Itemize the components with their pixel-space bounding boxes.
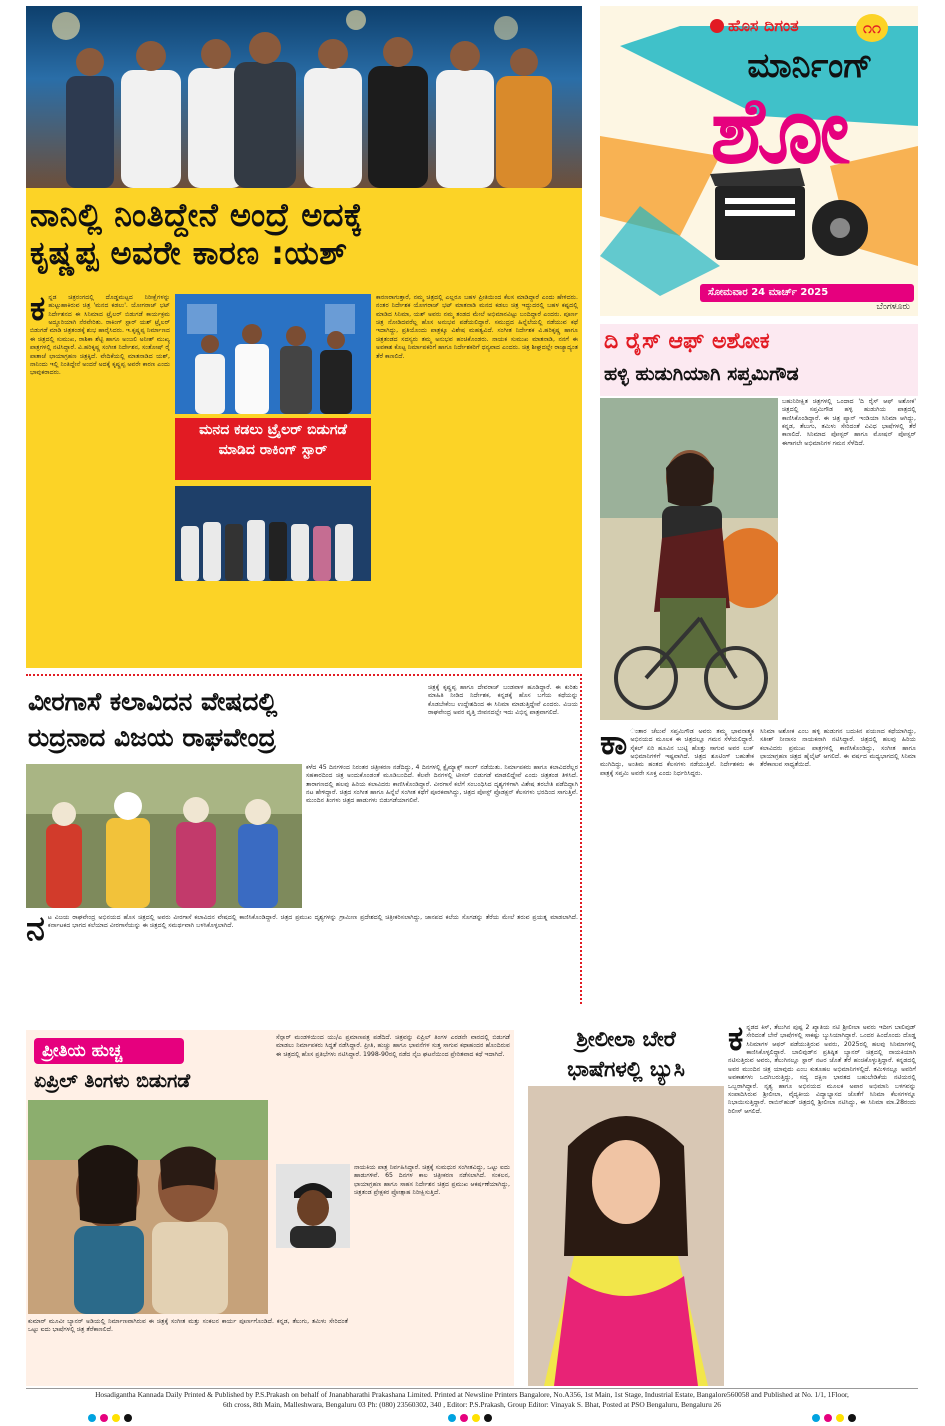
story5-column xyxy=(728,1024,916,1386)
yellow-mark-icon xyxy=(112,1414,120,1422)
story3-headline xyxy=(604,326,916,390)
paper-logo-icon xyxy=(710,19,724,33)
black-mark-icon xyxy=(484,1414,492,1422)
story4-column-a: ಸೆನ್ಸಾರ್ ಮಂಡಳಿಯಿಂದ ಯು/ಎ ಪ್ರಮಾಣಪತ್ರ ಪಡೆದಿದೆ. ಚಿತ್ರವನ್ನು ಏಪ್ರಿಲ್ ತಿಂಗಳ ಎರಡನೇ ವಾರದಲ್ಲಿ ಬಿಡುಗಡೆ ಮಾಡಲು ನಿರ್ಮಾಪಕರು ಸಿದ್ಧತೆ ನಡೆಸಿದ್ದಾರೆ. ಪ್ರೀತಿ, ಹುಚ್ಚು ಹಾಗೂ ಭಾವನೆಗಳ ಸುತ್ತ ಸಾಗುವ ಕಥಾಹಂದರ ಹೊಂದಿರುವ ಈ ಚಿತ್ರದಲ್ಲಿ ಹೊಸ ಪ್ರತಿಭೆಗಳು ನಟಿಸಿದ್ದಾರೆ. 1998-90ರಲ್ಲಿ ನಡೆದ ನೈಜ ಘಟನೆಯಿಂದ ಪ್ರೇರಿತವಾದ ಕಥೆ ಇದಾಗಿದೆ. xyxy=(276,1034,510,1058)
story2-top-rule xyxy=(26,674,582,676)
story1-photo-small-1 xyxy=(175,294,371,414)
page-number-badge: ೧೧ xyxy=(856,14,888,42)
black-mark-icon xyxy=(848,1414,856,1422)
story4-label: ಪ್ರೀತಿಯ ಹುಚ್ಚ xyxy=(34,1038,184,1064)
story2-side-rule xyxy=(580,674,582,1004)
story1-dropcap: ಕ xyxy=(30,294,46,329)
footer-rule xyxy=(26,1388,918,1389)
yellow-mark-icon xyxy=(472,1414,480,1422)
couple-kissing-illustration xyxy=(28,1100,268,1314)
section-title-top: ಮಾರ್ನಿಂಗ್ xyxy=(747,46,873,86)
magenta-mark-icon xyxy=(824,1414,832,1422)
story4-column-bottom: ಕುಮಾರ್ ಮೂವೀ ಬ್ಯಾನರ್ ಅಡಿಯಲ್ಲಿ ನಿರ್ಮಾಣವಾಗಿರುವ ಈ ಚಿತ್ರಕ್ಕೆ ಸಂಗೀತ ಮತ್ತು ಸಂಕಲನ ಕಾರ್ಯ ಪೂರ್ಣಗೊಂಡಿದೆ. ಕನ್ನಡ, ತೆಲುಗು, ತಮಿಳು ಸೇರಿದಂತೆ ಒಟ್ಟು ಐದು ಭಾಷೆಗಳಲ್ಲಿ ಚಿತ್ರ ತೆರೆಕಾಣಲಿದೆ. xyxy=(28,1318,348,1334)
story4-director-photo xyxy=(276,1164,350,1248)
story5-column-text: ನ್ನಡದ ಕಿಸ್, ತೆಲುಗಿನ ಪುಷ್ಪ 2 ಖ್ಯಾತಿಯ ನಟಿ ಶ್ರೀಲೀಲಾ ಅವರು ಇದೀಗ ಬಾಲಿವುಡ್ ಸೇರಿದಂತೆ ಬೇರೆ ಭಾಷೆಗಳಲ್ಲಿ ಸಾಕಷ್ಟು ಬ್ಯುಸಿಯಾಗಿದ್ದಾರೆ. ಒಂದರ ಹಿಂದೊಂದು ದೊಡ್ಡ ಸಿನಿಮಾಗಳ ಆಫರ್ ಪಡೆಯುತ್ತಿರುವ ಅವರು, 2025ರಲ್ಲಿ ಹಲವು ಸಿನಿಮಾಗಳಲ್ಲಿ ಕಾಣಿಸಿಕೊಳ್ಳಲಿದ್ದಾರೆ. ಬಾಲಿವುಡ್‌ನ ಪ್ರತಿಷ್ಠಿತ ಬ್ಯಾನರ್ ಚಿತ್ರದಲ್ಲಿ ನಾಯಕಿಯಾಗಿ ನಟಿಸುತ್ತಿರುವ ಅವರು, ತೆಲುಗಿನಲ್ಲೂ ಸ್ಟಾರ್ ನಟರ ಜೊತೆ ತೆರೆ ಹಂಚಿಕೊಳ್ಳುತ್ತಿದ್ದಾರೆ. ಕನ್ನಡದಲ್ಲಿ ಅವರ ಮುಂದಿನ ಚಿತ್ರ ಯಾವುದು ಎಂಬ ಕುತೂಹಲ ಅಭಿಮಾನಿಗಳಲ್ಲಿದೆ. ತಮಿಳಿನಲ್ಲೂ ಅವರಿಗೆ ಅವಕಾಶಗಳು ಒದಗಿಬರುತ್ತಿದ್ದು, ಸದ್ಯ ದಕ್ಷಿಣ ಭಾರತದ ಬಹುಬೇಡಿಕೆಯ ನಟಿಯರಲ್ಲಿ ಒಬ್ಬರಾಗಿದ್ದಾರೆ. ನೃತ್ಯ ಹಾಗೂ ಅಭಿನಯದ ಮೂಲಕ ಅಪಾರ ಅಭಿಮಾನಿ ಬಳಗವನ್ನು ಸಂಪಾದಿಸಿರುವ ಶ್ರೀಲೀಲಾ, ವೈದ್ಯಕೀಯ ವಿದ್ಯಾಭ್ಯಾಸದ ಜೊತೆಗೆ ಸಿನಿಮಾ ಕೆಲಸಗಳನ್ನೂ ನಿಭಾಯಿಸುತ್ತಿದ್ದಾರೆ. ರಾಬಿನ್‌ಹುಡ್ ಚಿತ್ರದಲ್ಲಿ ಶ್ರೀಲೀಲಾ ನಟಿಸಿದ್ದು, ಈ ಸಿನಿಮಾ ಮಾ.28ರಂದು ರಿಲೀಸ್ ಆಗಲಿದೆ. xyxy=(728,1024,916,1115)
story5-photo xyxy=(528,1086,724,1386)
story1-headline xyxy=(30,196,580,272)
story4-headline: ಏಪ್ರಿಲ್ ತಿಂಗಳು ಬಿಡುಗಡೆ xyxy=(34,1070,191,1092)
footer-imprint xyxy=(26,1390,918,1412)
story5-headline-line2: ಭಾಷೆಗಳಲ್ಲಿ ಬ್ಯುಸಿ xyxy=(567,1057,685,1081)
black-mark-icon xyxy=(124,1414,132,1422)
story2-photo xyxy=(26,764,302,908)
footer-line2: 6th cross, 8th Main, Malleshwara, Bengaluru 03 Ph: (080) 23560302, 340 , Editor: P.S.Prakash, Group Editor: Vinayak S. Bhat, Posted at PSO Bengaluru, Bengaluru 26 xyxy=(222,1400,722,1409)
print-registration-marks-left xyxy=(88,1414,148,1424)
cyan-mark-icon xyxy=(812,1414,820,1422)
story1-column1-text: ನ್ನಡ ಚಿತ್ರರಂಗದಲ್ಲಿ ದೊಡ್ಡಮಟ್ಟದ ನಿರೀಕ್ಷೆಗಳನ್ನು ಹುಟ್ಟುಹಾಕಿರುವ ಚಿತ್ರ 'ಮನದ ಕಡಲು'. ಯೋಗರಾಜ್ ಭಟ್ ನಿರ್ದೇಶನದ ಈ ಸಿನಿಮಾದ ಟ್ರೈಲರ್ ಬಿಡುಗಡೆ ಕಾರ್ಯಕ್ರಮ ಅದ್ದೂರಿಯಾಗಿ ನೆರವೇರಿತು. ರಾಕಿಂಗ್ ಸ್ಟಾರ್ ಯಶ್ ಟ್ರೈಲರ್ ಬಿಡುಗಡೆ ಮಾಡಿ ಚಿತ್ರತಂಡಕ್ಕೆ ಶುಭ ಹಾರೈಸಿದರು. ಇ.ಕೃಷ್ಣಪ್ಪ ನಿರ್ಮಾಣದ ಈ ಚಿತ್ರದಲ್ಲಿ ಸುಮುಖ, ರಾಶಿಕಾ ಶೆಟ್ಟಿ ಹಾಗೂ ಅಂಜಲಿ ಅನೀಶ್ ಮುಖ್ಯ ಪಾತ್ರಗಳಲ್ಲಿ ನಟಿಸಿದ್ದಾರೆ. ವಿ.ಹರಿಕೃಷ್ಣ ಸಂಗೀತ ನಿರ್ದೇಶನ, ಸಂತೋಷ್ ರೈ ಪಾತಾಜೆ ಛಾಯಾಗ್ರಹಣ ಚಿತ್ರಕ್ಕಿದೆ. ವೇದಿಕೆಯಲ್ಲಿ ಮಾತನಾಡಿದ ಯಶ್, ನಾನಿಂದು ಇಲ್ಲಿ ನಿಂತಿದ್ದೇನೆ ಅಂದರೆ ಅದಕ್ಕೆ ಕೃಷ್ಣಪ್ಪ ಅವರೇ ಕಾರಣ ಎಂದು ಭಾವುಕರಾದರು. xyxy=(30,294,170,377)
story5-dropcap: ಕ xyxy=(728,1024,744,1059)
story4-photo xyxy=(28,1100,268,1314)
city-label: ಬೆಂಗಳೂರು xyxy=(876,302,910,312)
story3-headline-line2: ಹಳ್ಳಿ ಹುಡುಗಿಯಾಗಿ ಸಪ್ತಮಿಗೌಡ xyxy=(604,363,799,385)
group-photo-illustration xyxy=(26,6,582,188)
story4-column-b: ನಾಯಕಿಯ ಪಾತ್ರ ನಿರ್ವಹಿಸಿದ್ದಾರೆ. ಚಿತ್ರಕ್ಕೆ ಸುಮಧುರ ಸಂಗೀತವಿದ್ದು, ಒಟ್ಟು ಐದು ಹಾಡುಗಳಿವೆ. 65 ದಿನಗಳ ಕಾಲ ಚಿತ್ರೀಕರಣ ನಡೆಸಲಾಗಿದೆ. ಸಂಕಲನ, ಛಾಯಾಗ್ರಹಣ ಹಾಗೂ ಸಾಹಸ ನಿರ್ದೇಶನ ಚಿತ್ರದ ಪ್ರಮುಖ ಆಕರ್ಷಣೆಯಾಗಿದ್ದು, ಚಿತ್ರತಂಡ ಪ್ರೇಕ್ಷಕರ ಪ್ರೋತ್ಸಾಹ ನಿರೀಕ್ಷಿಸುತ್ತಿದೆ. xyxy=(354,1164,510,1197)
print-registration-marks-right xyxy=(812,1414,872,1424)
story2-main-text: ಟ ವಿಜಯ ರಾಘವೇಂದ್ರ ಅಭಿನಯದ ಹೊಸ ಚಿತ್ರದಲ್ಲಿ ಅವರು ವೀರಗಾಸೆ ಕಲಾವಿದನ ವೇಷದಲ್ಲಿ ಕಾಣಿಸಿಕೊಂಡಿದ್ದಾರೆ. ಚಿತ್ರದ ಪ್ರಮುಖ ದೃಶ್ಯಗಳನ್ನು ಗ್ರಾಮೀಣ ಪ್ರದೇಶದಲ್ಲಿ ಚಿತ್ರೀಕರಿಸಲಾಗಿದ್ದು, ಜಾನಪದ ಕಲೆಯ ಸೊಗಡನ್ನು ತೆರೆಯ ಮೇಲೆ ತರುವ ಪ್ರಯತ್ನ ಮಾಡಲಾಗಿದೆ. ಕರ್ನಾಟಕದ ಭಾಗದ ಕಲೆಯಾದ ವೀರಗಾಸೆಯನ್ನು ಈ ಚಿತ್ರದಲ್ಲಿ ಸಮರ್ಥವಾಗಿ ಬಳಸಿಕೊಳ್ಳಲಾಗಿದೆ. xyxy=(47,914,578,930)
story3-photo xyxy=(600,398,778,720)
story3-dropcap: ಕಾ xyxy=(600,728,628,763)
actress-bicycle-illustration xyxy=(600,398,778,720)
yellow-mark-icon xyxy=(836,1414,844,1422)
paper-logo-text: ಹೊಸ ದಿಗಂತ xyxy=(728,16,799,35)
cyan-mark-icon xyxy=(448,1414,456,1422)
story1-photo-caption: ಮನದ ಕಡಲು ಟ್ರೈಲರ್ ಬಿಡುಗಡೆ ಮಾಡಿದ ರಾಕಿಂಗ್ ಸ್ಟಾರ್ xyxy=(175,418,371,480)
story2-headline xyxy=(28,684,418,756)
story1-headline-line1: ನಾನಿಲ್ಲಿ ನಿಂತಿದ್ದೇನೆ ಅಂದ್ರೆ ಅದಕ್ಕೆ xyxy=(30,196,364,234)
story5-headline xyxy=(528,1024,724,1084)
story2-headline-line2: ರುದ್ರನಾದ ವಿಜಯ ರಾಘವೇಂದ್ರ xyxy=(28,723,276,752)
story2-dropcap: ನ xyxy=(26,914,45,949)
story2-column-b: ಕಳೆದ 45 ದಿನಗಳಿಂದ ನಿರಂತರ ಚಿತ್ರೀಕರಣ ನಡೆದಿದ್ದು, 4 ದಿನಗಳಲ್ಲಿ ಕ್ಲೈಮ್ಯಾಕ್ಸ್ ಸಾಂಗ್ ನಡೆಯಿತು. ನಿರ್ಮಾಪಕರು ಹಾಗೂ ಕಲಾವಿದರೆಲ್ಲರ ಸಹಕಾರದಿಂದ ಚಿತ್ರ ಅಂದುಕೊಂಡಂತೆ ಮೂಡಿಬಂದಿದೆ. ಕೆಲವೇ ದಿನಗಳಲ್ಲಿ ಟೀಸರ್ ಬಿಡುಗಡೆ ಮಾಡಲಿದ್ದೇವೆ ಎಂದು ಚಿತ್ರತಂಡ ತಿಳಿಸಿದೆ. ತಾರಾಗಣದಲ್ಲಿ ಹಲವು ಹಿರಿಯ ಕಲಾವಿದರು ಕಾಣಿಸಿಕೊಂಡಿದ್ದಾರೆ. ವೀರಗಾಸೆ ಕಲೆಗೆ ಸಂಬಂಧಿಸಿದ ದೃಶ್ಯಗಳಿಗಾಗಿ ವಿಶೇಷ ತರಬೇತಿ ಪಡೆದಿದ್ದಾಗಿ ನಟ ಹೇಳಿದ್ದಾರೆ. ಚಿತ್ರದ ಸಂಗೀತ ಹಾಗೂ ಹಿನ್ನೆಲೆ ಸಂಗೀತ ಕಥೆಗೆ ಪೂರಕವಾಗಿದ್ದು, ಚಿತ್ರದ ಪೋಸ್ಟ್ ಪ್ರೊಡಕ್ಷನ್ ಕೆಲಸಗಳು ಭರದಿಂದ ಸಾಗುತ್ತಿವೆ. ಮುಂದಿನ ತಿಂಗಳು ಚಿತ್ರದ ಹಾಡುಗಳು ಬಿಡುಗಡೆಯಾಗಲಿವೆ. xyxy=(306,764,578,805)
story3-column-a xyxy=(600,728,754,998)
story1-column2: ಕಾರಣರಾಗುತ್ತಾರೆ, ನಮ್ಮ ಚಿತ್ರದಲ್ಲಿ ಎಲ್ಲರೂ ಬಹಳ ಪ್ರೀತಿಯಿಂದ ಕೆಲಸ ಮಾಡಿದ್ದಾರೆ ಎಂದು ಹೇಳಿದರು. ನಂತರ ನಿರ್ದೇಶಕ ಯೋಗರಾಜ್ ಭಟ್ ಮಾತನಾಡಿ ಮನದ ಕಡಲು ಚಿತ್ರ ಇದ್ದುದರಲ್ಲಿ ಬಹಳ ಕಷ್ಟದಲ್ಲಿ ಮಾಡಿದ ಸಿನಿಮಾ, ಯಶ್ ಅವರು ನಮ್ಮ ತಂಡದ ಮೇಲೆ ಅಭಿಮಾನವಿಟ್ಟು ಬಂದಿದ್ದಾರೆ ಎಂದರು. ಪೂರ್ಣ ಚಿತ್ರ ನೋಡಿದವರೆಲ್ಲ ಹೊಸ ಅನುಭವ ಪಡೆಯಲಿದ್ದಾರೆ. ಸಮುದ್ರದ ಹಿನ್ನೆಲೆಯಲ್ಲಿ ನಡೆಯುವ ಕಥೆ ಇದಾಗಿದ್ದು, ಪ್ರತಿಯೊಂದು ಪಾತ್ರಕ್ಕೂ ವಿಶೇಷ ಮಹತ್ವವಿದೆ. ಸಂಗೀತ ನಿರ್ದೇಶಕ ವಿ.ಹರಿಕೃಷ್ಣ ಹಾಗೂ ಚಿತ್ರತಂಡದ ಸದಸ್ಯರು ತಮ್ಮ ಅನುಭವ ಹಂಚಿಕೊಂಡರು. ನಾಯಕ ಸುಮುಖ ಮಾತನಾಡಿ, ನನಗೆ ಈ ಅವಕಾಶ ಕೊಟ್ಟ ನಿರ್ಮಾಪಕರಿಗೆ ಹಾಗೂ ನಿರ್ದೇಶಕರಿಗೆ ಧನ್ಯವಾದ ಎಂದರು. ಚಿತ್ರ ಶೀಘ್ರದಲ್ಲೇ ರಾಜ್ಯಾದ್ಯಂತ ತೆರೆ ಕಾಣಲಿದೆ. xyxy=(376,294,578,360)
press-event-illustration xyxy=(175,294,371,414)
story5-headline-line1: ಶ್ರೀಲೀಲಾ ಬೇರೆ xyxy=(576,1027,676,1051)
story1-column1 xyxy=(30,294,170,664)
paper-logo xyxy=(710,14,850,38)
section-title-big: ಶೋ xyxy=(710,77,850,184)
magenta-mark-icon xyxy=(460,1414,468,1422)
story3-headline-line1: ದಿ ರೈಸ್ ಆಫ್ ಅಶೋಕ xyxy=(604,329,770,354)
story1-photo-small-2 xyxy=(175,486,371,581)
cyan-mark-icon xyxy=(88,1414,96,1422)
director-portrait-illustration xyxy=(276,1164,350,1248)
story1-photo xyxy=(26,6,582,188)
story1-headline-line2: ಕೃಷ್ಣಪ್ಪ ಅವರೇ ಕಾರಣ :ಯಶ್ xyxy=(30,234,348,272)
story3-column-a-text: ಂತಾರ ಚೆಲುವೆ ಸಪ್ತಮಿಗೌಡ ಅವರು ತಮ್ಮ ಭಾವನಾತ್ಮಕ ಅಭಿನಯದ ಮೂಲಕ ಈ ಚಿತ್ರದಲ್ಲೂ ಗಮನ ಸೆಳೆಯಲಿದ್ದಾರೆ. ಸೈಕಲ್ ಏರಿ ಹೂವಿನ ಬುಟ್ಟಿ ಹೊತ್ತು ಸಾಗುವ ಅವರ ಲುಕ್ ಅಭಿಮಾನಿಗಳಿಗೆ ಇಷ್ಟವಾಗಿದೆ. ಚಿತ್ರದ ಶೂಟಿಂಗ್ ಬಹುತೇಕ ಮುಗಿದಿದ್ದು, ಅಂತಿಮ ಹಂತದ ಕೆಲಸಗಳು ನಡೆಯುತ್ತಿವೆ. ನಿರ್ದೇಶಕರು ಈ ಪಾತ್ರಕ್ಕೆ ಸಪ್ತಮಿ ಅವರೇ ಸೂಕ್ತ ಎಂದು ನಿರ್ಧರಿಸಿದ್ದರು. xyxy=(600,728,754,777)
footer-line1: Hosadigantha Kannada Daily Printed & Published by P.S.Prakash on behalf of Jnanabharathi Prakashana Limited. Printed at Newsline Printers Bangalore, No.A356, 1st Main, 1st Stage, Industrial Estate, Bangalore560058 and Published at No. 1/1, 1Floor, xyxy=(95,1390,849,1399)
date-bar: ಸೋಮವಾರ 24 ಮಾರ್ಚ್ 2025 xyxy=(700,284,914,302)
veeragase-dancers-illustration xyxy=(26,764,302,908)
masthead xyxy=(600,6,918,316)
story3-side-column: ಬಹುನಿರೀಕ್ಷಿತ ಚಿತ್ರಗಳಲ್ಲಿ ಒಂದಾದ 'ದಿ ರೈಸ್ ಆಫ್ ಅಶೋಕ' ಚಿತ್ರದಲ್ಲಿ ಸಪ್ತಮಿಗೌಡ ಹಳ್ಳಿ ಹುಡುಗಿಯ ಪಾತ್ರದಲ್ಲಿ ಕಾಣಿಸಿಕೊಂಡಿದ್ದಾರೆ. ಈ ಚಿತ್ರ ಪ್ಯಾನ್ ಇಂಡಿಯಾ ಸಿನಿಮಾ ಆಗಿದ್ದು, ಕನ್ನಡ, ತೆಲುಗು, ತಮಿಳು ಸೇರಿದಂತೆ ವಿವಿಧ ಭಾಷೆಗಳಲ್ಲಿ ತೆರೆ ಕಾಣಲಿದೆ. ಸಿನಿಮಾದ ಪೋಸ್ಟರ್ ಹಾಗೂ ಮೋಷನ್ ಪೋಸ್ಟರ್ ಈಗಾಗಲೇ ಅಭಿಮಾನಿಗಳ ಗಮನ ಸೆಳೆದಿದೆ. xyxy=(782,398,916,447)
sreeleela-portrait-illustration xyxy=(528,1086,724,1386)
story2-column-a: ಚಿತ್ರಕ್ಕೆ ಕೃಷ್ಣಪ್ಪ ಹಾಗೂ ದೇವರಾಜ್ ಬಂಡವಾಳ ಹೂಡಿದ್ದಾರೆ. ಈ ಕುರಿತು ಮಾಹಿತಿ ನೀಡಿದ ನಿರ್ದೇಶಕ, ಕನ್ನಡಕ್ಕೆ ಹೊಸ ಬಗೆಯ ಕಥೆಯನ್ನು ಕೊಡಬೇಕೆಂಬ ಉದ್ದೇಶದಿಂದ ಈ ಸಿನಿಮಾ ಮಾಡುತ್ತಿದ್ದೇವೆ ಎಂದರು. ವಿಜಯ ರಾಘವೇಂದ್ರ ಅವರ ವೃತ್ತಿ ಜೀವನದಲ್ಲೇ ಇದು ವಿಭಿನ್ನ ಪಾತ್ರವಾಗಲಿದೆ. xyxy=(428,684,578,717)
story2-main-column xyxy=(26,914,578,1000)
magenta-mark-icon xyxy=(100,1414,108,1422)
print-registration-marks-center xyxy=(448,1414,508,1424)
stage-crowd-illustration xyxy=(175,486,371,581)
story3-column-b: ಸಿನಿಮಾ ಅಶೋಕ ಎಂಬ ಹಳ್ಳಿ ಹುಡುಗನ ಬದುಕಿನ ಪಯಣದ ಕಥೆಯಾಗಿದ್ದು, ಸತೀಶ್ ನೀನಾಸಂ ನಾಯಕನಾಗಿ ನಟಿಸಿದ್ದಾರೆ. ಚಿತ್ರದಲ್ಲಿ ಹಲವು ಹಿರಿಯ ಕಲಾವಿದರು ಪ್ರಮುಖ ಪಾತ್ರಗಳಲ್ಲಿ ಕಾಣಿಸಿಕೊಂಡಿದ್ದು, ಸಂಗೀತ ಹಾಗೂ ಛಾಯಾಗ್ರಹಣ ಚಿತ್ರದ ಹೈಲೈಟ್ ಆಗಲಿದೆ. ಈ ವರ್ಷದ ಮಧ್ಯಭಾಗದಲ್ಲಿ ಸಿನಿಮಾ ತೆರೆಕಾಣುವ ಸಾಧ್ಯತೆಯಿದೆ. xyxy=(760,728,916,769)
story2-headline-line1: ವೀರಗಾಸೆ ಕಲಾವಿದನ ವೇಷದಲ್ಲಿ xyxy=(28,687,278,716)
